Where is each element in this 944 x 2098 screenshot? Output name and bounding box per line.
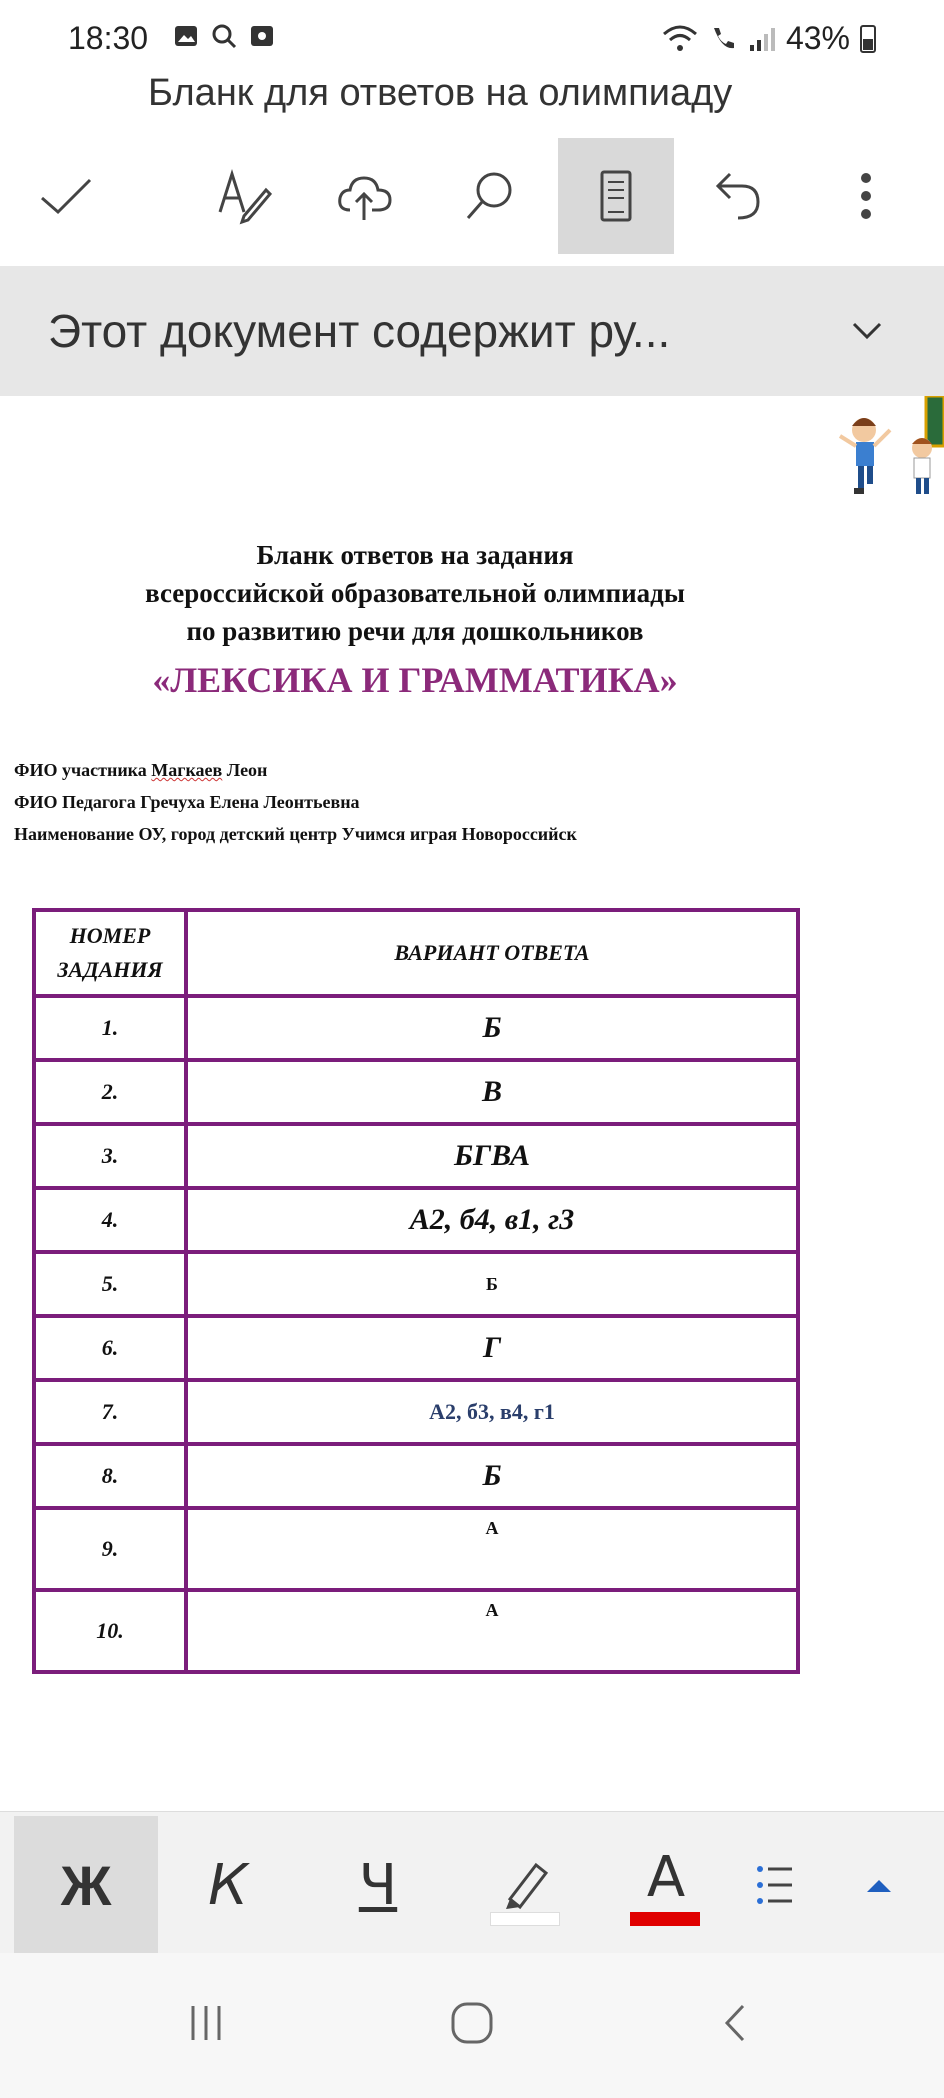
underline-button[interactable]: Ч <box>358 1852 398 1918</box>
table-row <box>34 1188 798 1252</box>
undo-icon <box>708 166 768 226</box>
camera-icon <box>248 22 276 50</box>
reading-mode-icon <box>586 166 646 226</box>
battery-text: 43% <box>785 20 850 56</box>
task-answer: А <box>186 1508 798 1590</box>
task-number: 6. <box>34 1316 186 1380</box>
undo-button[interactable] <box>680 138 796 254</box>
home-icon <box>447 1998 497 2048</box>
children-clipart-icon <box>834 396 944 506</box>
home-button[interactable] <box>412 1983 532 2063</box>
table-row <box>34 1508 798 1590</box>
list-button[interactable] <box>734 1816 814 1954</box>
document-page[interactable] <box>0 396 944 1811</box>
task-number: 10. <box>34 1590 186 1672</box>
check-icon <box>36 166 96 226</box>
call-icon <box>708 24 738 54</box>
task-answer: А2, б3, в4, г1 <box>186 1380 798 1444</box>
school-line: Наименование ОУ, город детский центр Учимся играя Новороссийск <box>14 824 577 844</box>
task-answer: Б <box>186 996 798 1060</box>
cloud-upload-icon <box>334 166 394 226</box>
task-number: 9. <box>34 1508 186 1590</box>
signal-icon <box>748 25 776 53</box>
expand-format-button[interactable] <box>814 1816 944 1954</box>
participant-label: ФИО участника <box>14 760 147 780</box>
system-nav-bar <box>0 1953 944 2098</box>
task-number: 4. <box>34 1188 186 1252</box>
task-number: 1. <box>34 996 186 1060</box>
heading-line-2: всероссийской образовательной олимпиады <box>145 578 685 608</box>
table-row <box>34 1380 798 1444</box>
task-answer: А2, б4, в1, г3 <box>186 1188 798 1252</box>
table-row <box>34 1252 798 1316</box>
notification-icons <box>172 22 276 50</box>
table-row <box>34 996 798 1060</box>
table-row <box>34 1060 798 1124</box>
font-color-letter: А <box>646 1844 686 1910</box>
header-num-line-2: ЗАДАНИЯ <box>57 957 163 982</box>
heading-line-1: Бланк ответов на задания <box>256 540 574 570</box>
status-bar <box>0 0 944 80</box>
bold-button[interactable]: Ж <box>14 1816 158 1954</box>
highlight-button[interactable] <box>454 1816 598 1954</box>
table-row <box>34 1124 798 1188</box>
document-title: Бланк для ответов на олимпиаду <box>148 72 733 114</box>
battery-icon <box>860 25 876 53</box>
task-number: 2. <box>34 1060 186 1124</box>
task-answer: В <box>186 1060 798 1124</box>
header-task-number <box>34 910 186 996</box>
pen-icon <box>214 166 274 226</box>
back-icon <box>711 1998 761 2048</box>
save-cloud-button[interactable] <box>306 138 422 254</box>
search-icon <box>460 166 520 226</box>
task-answer: БГВА <box>186 1124 798 1188</box>
header-num-line-1: НОМЕР <box>69 923 151 948</box>
participant-info <box>14 754 577 850</box>
caret-up-icon <box>864 1875 894 1895</box>
participant-firstname: Леон <box>226 760 268 780</box>
highlighter-icon <box>496 1855 556 1915</box>
search-icon <box>210 22 238 50</box>
back-button[interactable] <box>676 1983 796 2063</box>
chevron-down-icon[interactable] <box>842 306 892 356</box>
table-row <box>34 1590 798 1672</box>
more-icon <box>836 166 896 226</box>
done-button[interactable] <box>8 138 124 254</box>
participant-line <box>14 754 577 786</box>
task-number: 3. <box>34 1124 186 1188</box>
task-answer: Б <box>186 1444 798 1508</box>
task-number: 7. <box>34 1380 186 1444</box>
task-number: 5. <box>34 1252 186 1316</box>
draw-button[interactable] <box>186 138 302 254</box>
status-right <box>662 20 876 57</box>
header-answer: ВАРИАНТ ОТВЕТА <box>186 910 798 996</box>
task-answer: А <box>186 1590 798 1672</box>
table-header-row <box>34 910 798 996</box>
task-answer: Г <box>186 1316 798 1380</box>
heading-line-3: по развитию речи для дошкольников <box>186 616 644 646</box>
task-answer: Б <box>186 1252 798 1316</box>
participant-surname: Магкаев <box>151 760 223 780</box>
recent-apps-icon <box>181 1998 231 2048</box>
teacher-line: ФИО Педагога Гречуха Елена Леонтьевна <box>14 792 360 812</box>
wifi-icon <box>662 24 698 54</box>
italic-button[interactable]: К <box>208 1852 248 1918</box>
table-row <box>34 1444 798 1508</box>
document-heading <box>0 536 830 710</box>
table-row <box>34 1316 798 1380</box>
search-button[interactable] <box>432 138 548 254</box>
font-color-swatch <box>630 1912 700 1926</box>
bullet-list-icon <box>754 1855 794 1915</box>
info-banner[interactable] <box>0 266 944 396</box>
reading-mode-button[interactable] <box>558 138 674 254</box>
heading-line-4: «ЛЕКСИКА И ГРАММАТИКА» <box>152 660 678 700</box>
highlight-color-swatch <box>490 1912 560 1926</box>
status-time: 18:30 <box>68 20 149 56</box>
format-bar <box>0 1811 944 1953</box>
recent-apps-button[interactable] <box>146 1983 266 2063</box>
toolbar <box>0 138 944 258</box>
more-options-button[interactable] <box>808 138 924 254</box>
image-icon <box>172 22 200 50</box>
task-number: 8. <box>34 1444 186 1508</box>
answer-table <box>32 908 800 1674</box>
font-color-button[interactable] <box>594 1816 738 1954</box>
banner-text: Этот документ содержит ру... <box>48 305 671 357</box>
